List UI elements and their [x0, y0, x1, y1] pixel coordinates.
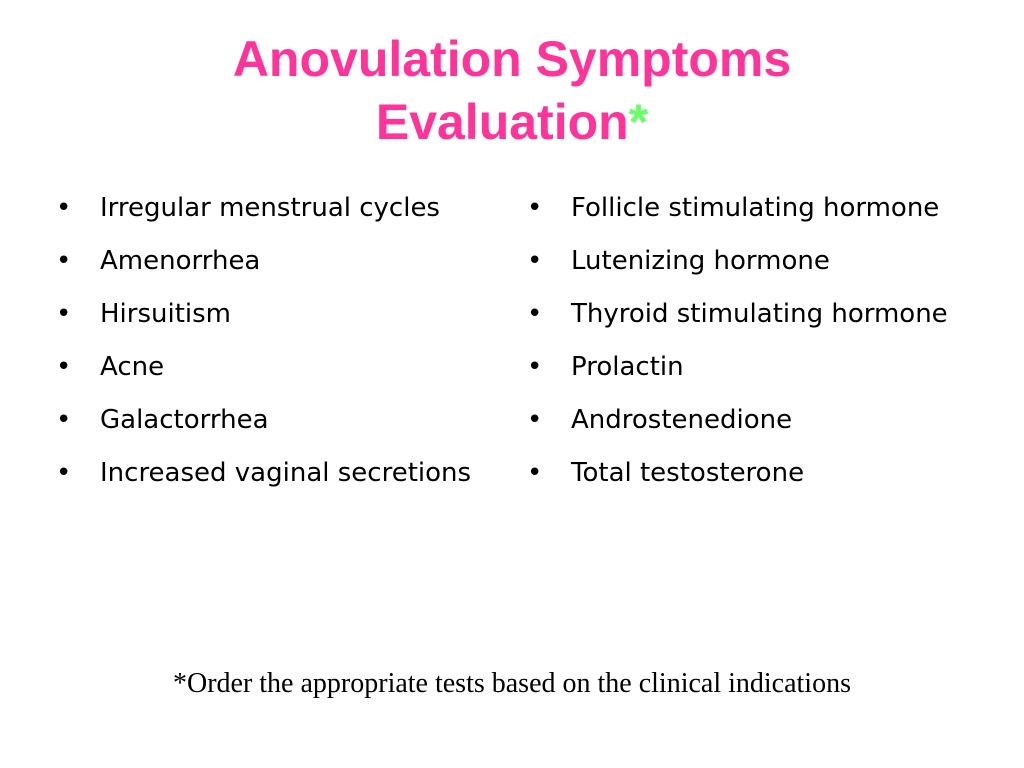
slide-title [0, 28, 1024, 154]
bullet-icon: • [56, 193, 72, 223]
title-line-1: Anovulation Symptoms [232, 31, 792, 87]
title-asterisk: * [628, 94, 649, 150]
symptom-item [56, 186, 504, 231]
footnote: *Order the appropriate tests based on the clinical indications [172, 668, 851, 699]
title-line-2 [0, 91, 1024, 154]
evaluation-text: Thyroid stimulating hormone [571, 299, 948, 329]
evaluation-text: Total testosterone [571, 458, 805, 488]
bullet-icon: • [527, 405, 543, 435]
symptom-text: Amenorrhea [100, 246, 261, 276]
evaluation-text: Prolactin [571, 352, 684, 382]
bullet-icon: • [56, 299, 72, 329]
bullet-icon: • [56, 405, 72, 435]
bullet-icon: • [527, 246, 543, 276]
symptom-text: Galactorrhea [100, 405, 269, 435]
bullet-icon: • [56, 352, 72, 382]
evaluation-item [527, 239, 987, 284]
evaluation-text: Androstenedione [571, 405, 793, 435]
symptom-item [56, 451, 504, 496]
symptom-text: Hirsuitism [100, 299, 232, 329]
title-line-2-text: Evaluation [375, 94, 629, 150]
evaluation-item [527, 398, 987, 443]
bullet-icon: • [527, 299, 543, 329]
symptom-text: Increased vaginal secretions [100, 458, 472, 488]
bullet-icon: • [527, 193, 543, 223]
evaluation-item [527, 186, 987, 231]
evaluation-item [527, 451, 987, 496]
symptom-text: Acne [100, 352, 165, 382]
bullet-icon: • [527, 352, 543, 382]
evaluation-text: Follicle stimulating hormone [571, 193, 940, 223]
bullet-icon: • [56, 246, 72, 276]
evaluation-item [527, 345, 987, 390]
symptom-item [56, 292, 504, 337]
symptom-item [56, 345, 504, 390]
evaluation-list [527, 186, 987, 504]
symptom-item [56, 398, 504, 443]
bullet-icon: • [527, 458, 543, 488]
bullet-icon: • [56, 458, 72, 488]
evaluation-item [527, 292, 987, 337]
symptom-item [56, 239, 504, 284]
evaluation-text: Lutenizing hormone [571, 246, 830, 276]
symptoms-list [56, 186, 504, 504]
symptom-text: Irregular menstrual cycles [100, 193, 440, 223]
